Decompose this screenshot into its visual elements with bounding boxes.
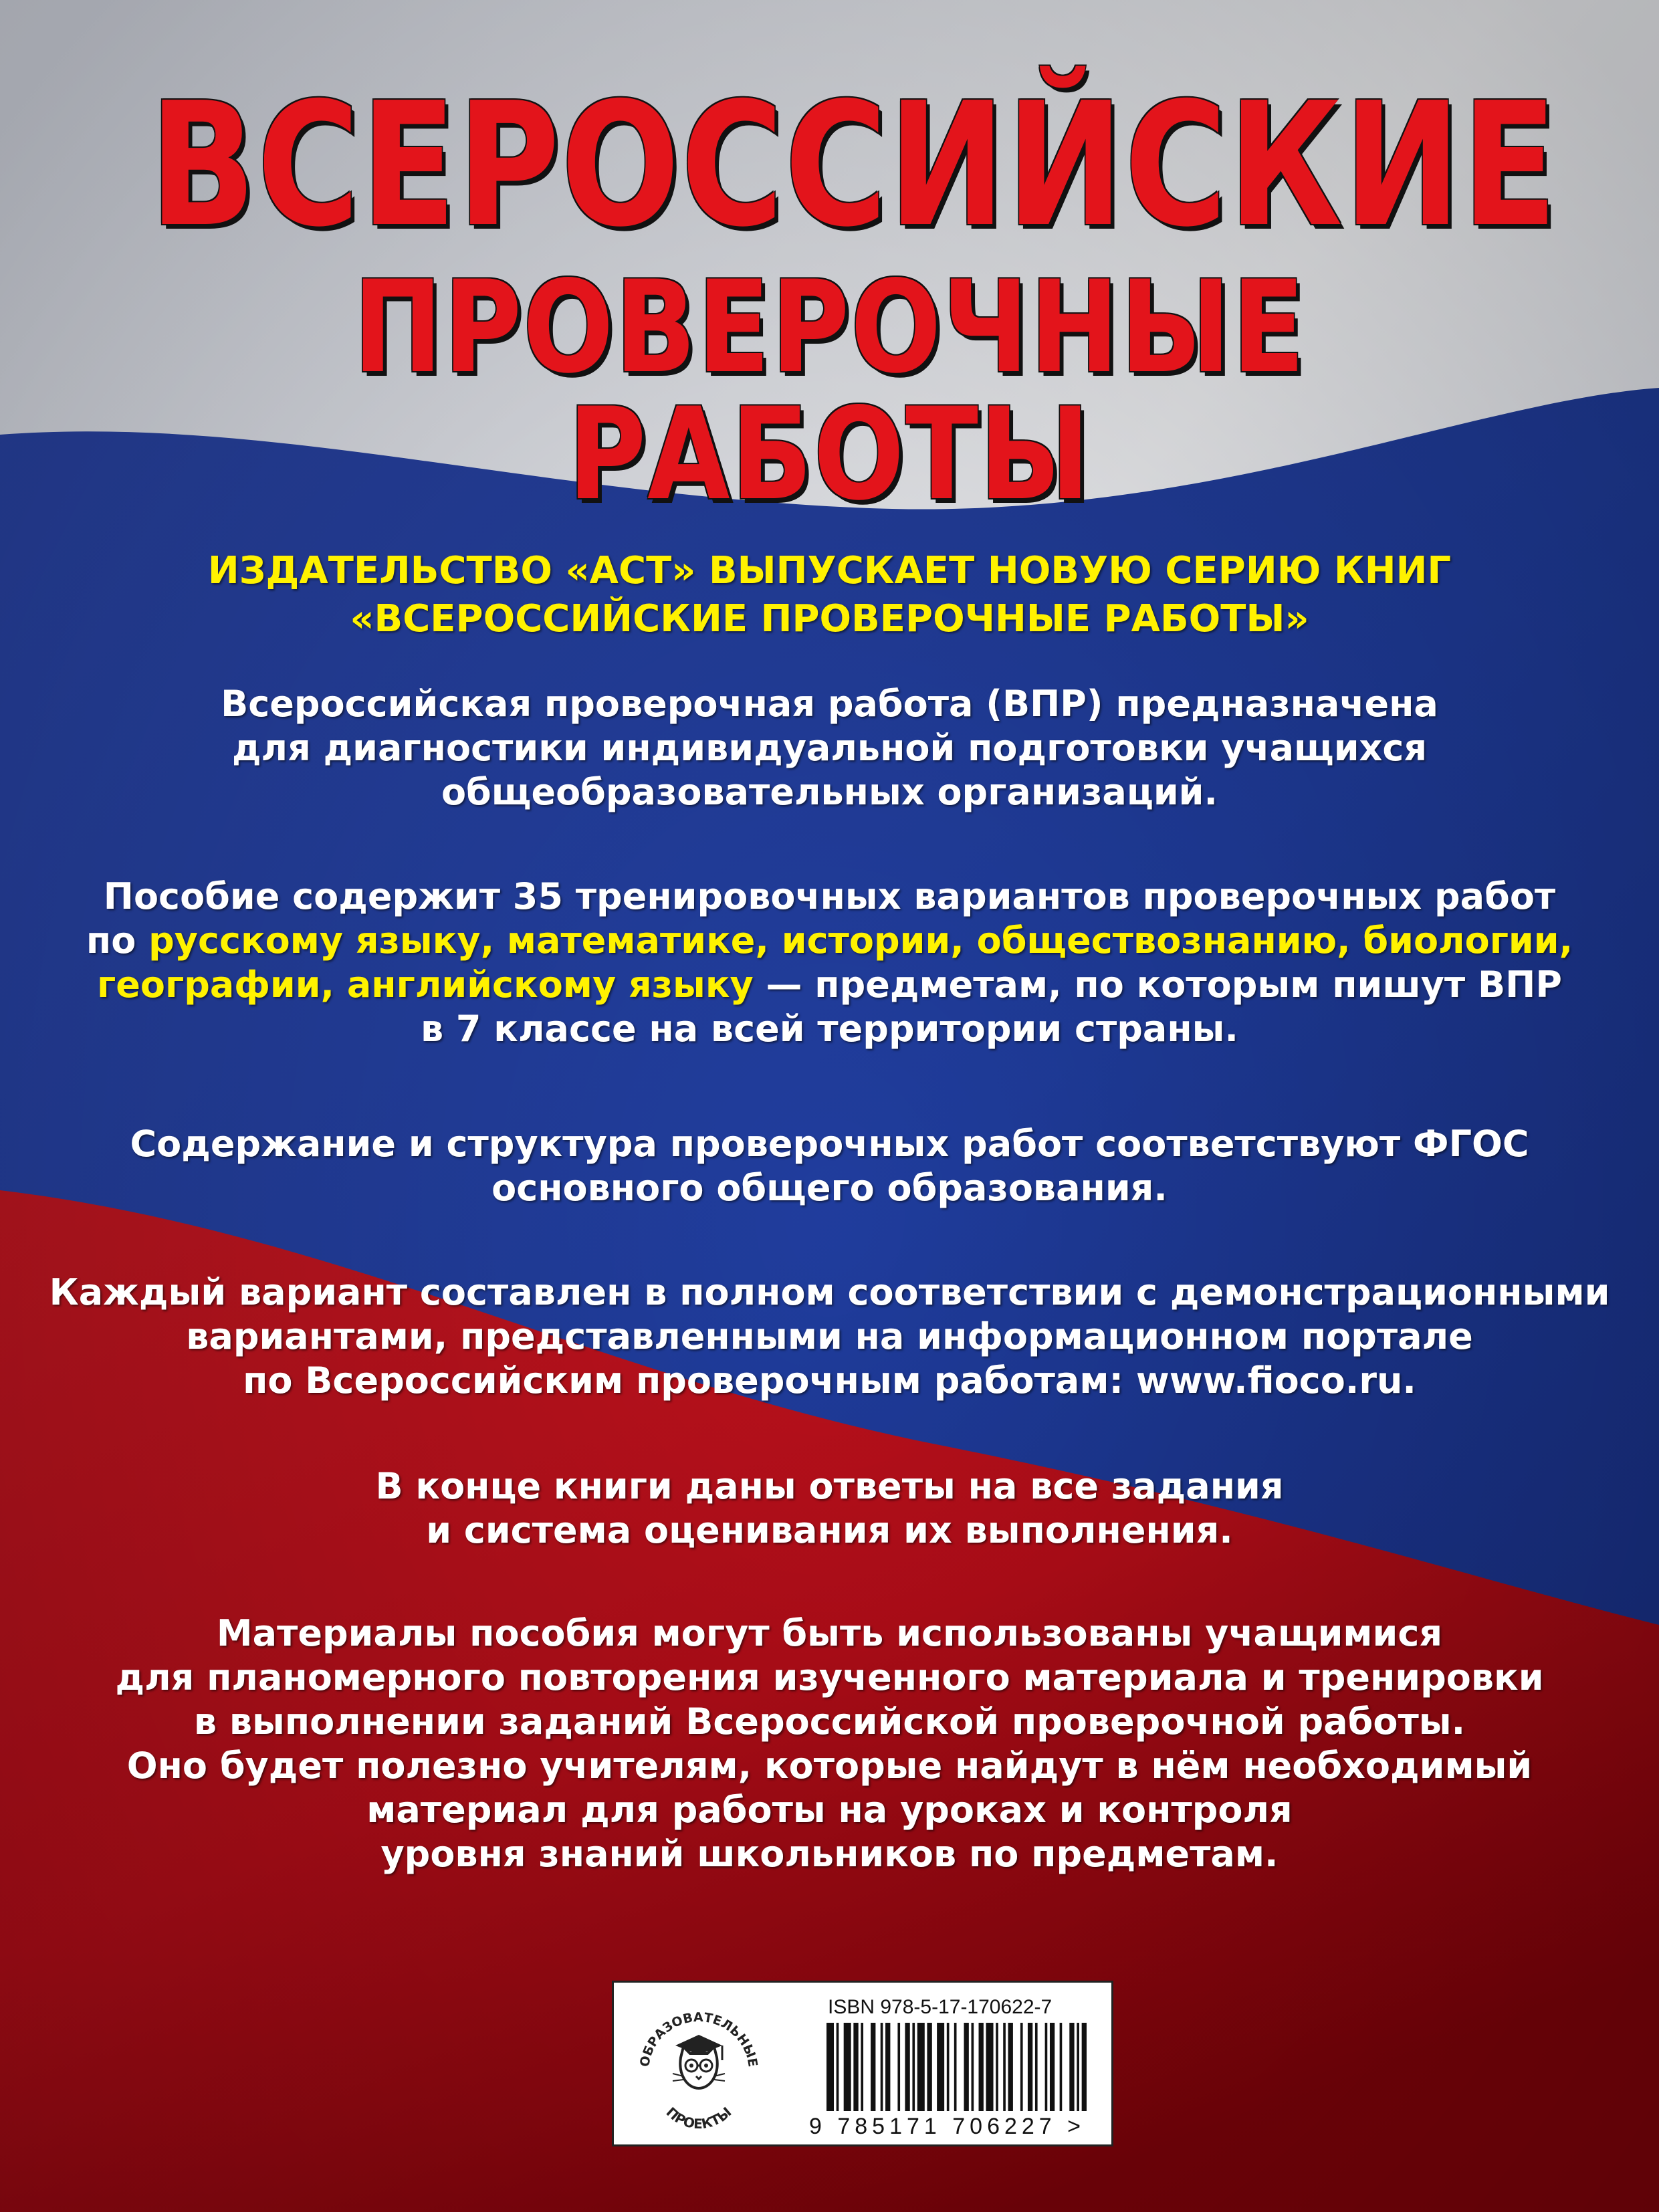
barcode-bars	[826, 2023, 1087, 2111]
answers-note	[40, 1464, 1619, 1553]
isbn-text: ISBN 978-5-17-170622-7	[828, 1996, 1053, 2018]
series-logo-bottom-text: ПРОЕКТЫ	[663, 2104, 735, 2132]
paragraph-line: Каждый вариант составлен в полном соответствии с демонстрационными	[49, 1271, 1610, 1313]
paragraph-line: уровня знаний школьников по предметам.	[380, 1833, 1279, 1875]
paragraph-line: материал для работы на уроках и контроля	[366, 1789, 1293, 1831]
paragraph-line: вариантами, представленными на информационном портале	[186, 1315, 1473, 1357]
paragraph-line: Оно будет полезно учителям, которые найдут в нём необходимый	[126, 1745, 1533, 1787]
series-logo-top-text: ОБРАЗОВАТЕЛЬНЫЕ	[637, 2009, 760, 2068]
paragraph-line: В конце книги даны ответы на все задания	[375, 1465, 1284, 1507]
barcode-bar	[861, 2023, 863, 2111]
barcode-bar	[871, 2023, 875, 2111]
series-announcement	[40, 547, 1619, 643]
paragraph-line	[40, 963, 1619, 1007]
suffix-text: — предметам, по которым пишут ВПР	[753, 964, 1562, 1006]
paragraph-line: Пособие содержит 35 тренировочных вариантов проверочных работ	[103, 875, 1556, 917]
paragraph-line: Материалы пособия могут быть использованы учащимися	[216, 1612, 1443, 1654]
vpr-description	[40, 682, 1619, 814]
barcode-bar	[1020, 2023, 1023, 2111]
barcode-bar	[837, 2023, 839, 2111]
barcode-bar	[954, 2023, 957, 2111]
series-announcement-line: ИЗДАТЕЛЬСТВО «АСТ» ВЫПУСКАЕТ НОВУЮ СЕРИЮ КНИГ	[207, 549, 1452, 592]
barcode-bar	[1028, 2023, 1032, 2111]
paragraph-line: общеобразовательных организаций.	[441, 771, 1218, 813]
fgos-compliance	[40, 1122, 1619, 1210]
barcode-bar	[881, 2023, 883, 2111]
barcode-bar	[905, 2023, 909, 2111]
ean-digits: 9 785171 706227 >	[809, 2114, 1086, 2139]
paragraph-line	[40, 919, 1619, 963]
barcode-bar	[1082, 2023, 1087, 2111]
paragraph-line: по Всероссийским проверочным работам: www.fioco.ru.	[243, 1359, 1416, 1402]
barcode-bar	[897, 2023, 900, 2111]
barcode-bar	[1077, 2023, 1079, 2111]
barcode-bar	[964, 2023, 969, 2111]
paragraph-line: для планомерного повторения изученного материала и тренировки	[115, 1656, 1544, 1698]
paragraph-line: для диагностики индивидуальной подготовки учащихся	[231, 727, 1428, 769]
usage-note	[40, 1612, 1619, 1876]
subjects-highlight: русскому языку, математике, истории, обществознанию, биологии,	[148, 919, 1573, 962]
barcode-bar	[1035, 2023, 1038, 2111]
paragraph-line: и система оценивания их выполнения.	[426, 1509, 1233, 1551]
barcode-bar	[1003, 2023, 1006, 2111]
barcode-bar	[937, 2023, 944, 2111]
barcode-bar	[1069, 2023, 1074, 2111]
barcode-bar	[844, 2023, 851, 2111]
barcode-bar	[826, 2023, 834, 2111]
barcode-bar	[917, 2023, 925, 2111]
barcode-bar	[1045, 2023, 1048, 2111]
barcode-bar	[1050, 2023, 1055, 2111]
paragraph-line: в выполнении заданий Всероссийской проверочной работы.	[193, 1700, 1466, 1743]
paragraph-line: Всероссийская проверочная работа (ВПР) предназначена	[221, 683, 1438, 725]
barcode-bar	[972, 2023, 974, 2111]
demo-variants-note	[40, 1270, 1619, 1403]
subjects-highlight: географии, английскому языку	[97, 964, 754, 1006]
ean-barcode	[826, 2023, 1094, 2111]
barcode-bar	[912, 2023, 915, 2111]
book-contents	[40, 875, 1619, 1051]
cover-title-line2: ПРОВЕРОЧНЫЕ РАБОТЫ	[353, 253, 1306, 528]
paragraph-line: Содержание и структура проверочных работ соответствуют ФГОС	[130, 1123, 1529, 1165]
barcode-bar	[853, 2023, 858, 2111]
barcode-bar	[979, 2023, 984, 2111]
barcode-bar	[996, 2023, 998, 2111]
barcode-bar	[1060, 2023, 1063, 2111]
paragraph-line: в 7 классе на всей территории страны.	[420, 1008, 1239, 1050]
barcode-panel	[612, 1981, 1113, 2146]
cover-title-line1: ВСЕРОССИЙСКИЕ	[149, 66, 1559, 265]
barcode-bar	[986, 2023, 994, 2111]
barcode-bar	[947, 2023, 950, 2111]
paragraph-line: основного общего образования.	[491, 1167, 1168, 1209]
prefix-text: по	[86, 919, 149, 962]
svg-text:ПРОЕКТЫ	[663, 2104, 735, 2132]
graduation-cat-icon	[622, 1988, 776, 2142]
barcode-bar	[1008, 2023, 1013, 2111]
barcode-bar	[927, 2023, 931, 2111]
barcode-bar	[885, 2023, 890, 2111]
series-announcement-line: «ВСЕРОССИЙСКИЕ ПРОВЕРОЧНЫЕ РАБОТЫ»	[350, 597, 1309, 641]
